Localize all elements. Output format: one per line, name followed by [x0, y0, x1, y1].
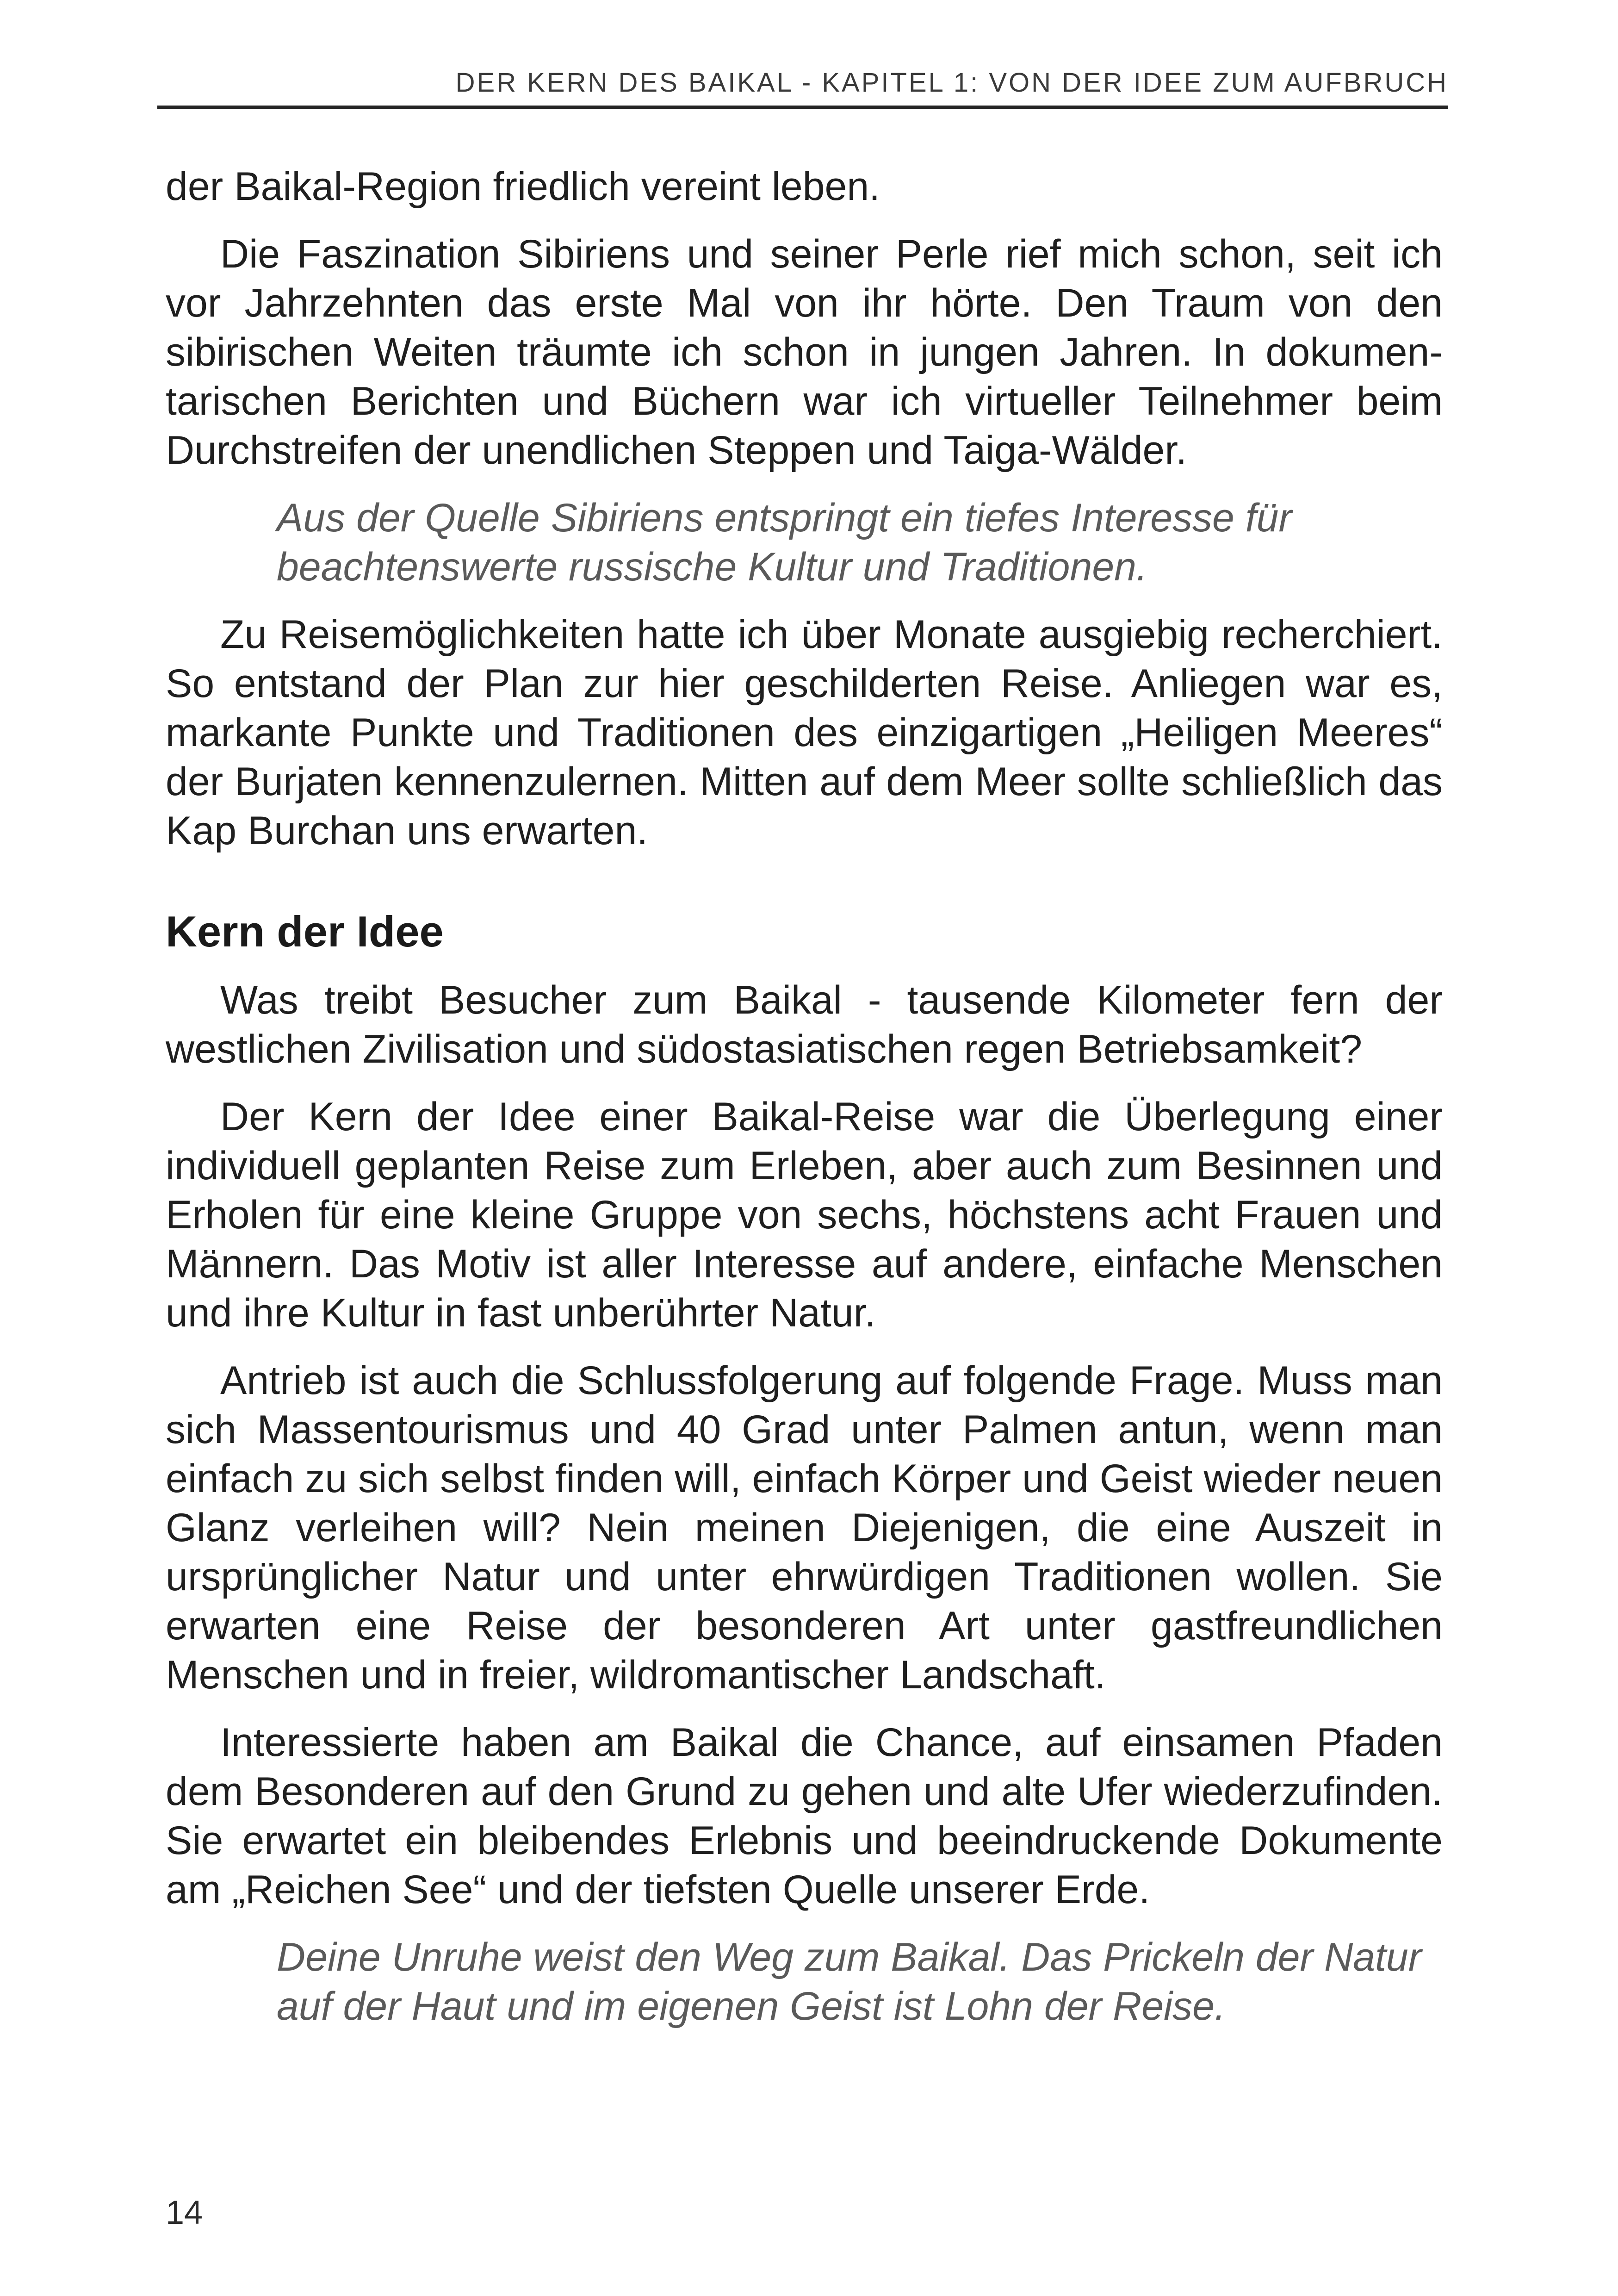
body-text	[166, 162, 1443, 2049]
running-header: DER KERN DES BAIKAL - KAPITEL 1: VON DER IDEE ZUM AUFBRUCH	[455, 68, 1448, 98]
paragraph: Die Faszination Sibiriens und seiner Perle rief mich schon, seit ich vor Jahrzehnten das erste Mal von ihr hörte. Den Traum von den sibirischen Weiten träumte ich schon in jungen Jahren. In dokumentarischen Berichten und Büchern war ich virtueller Teilnehmer beim Durchstreifen der unendlichen Steppen und Taiga-Wälder.	[166, 232, 1443, 473]
paragraph: Zu Reisemöglichkeiten hatte ich über Monate ausgiebig recherchiert. So entstand der Plan zur hier geschilderten Reise. Anliegen war es, markante Punkte und Traditionen des einzigartigen „Heiligen Meeres“ der Burjaten kennenzulernen. Mitten auf dem Meer sollte schließlich das Kap Burchan uns erwarten.	[166, 612, 1443, 853]
italic-quote: Aus der Quelle Sibiriens entspringt ein tiefes Interesse für beachtenswerte russische Kultur und Traditionen.	[277, 496, 1292, 589]
paragraph: Was treibt Besucher zum Baikal - tausende Kilometer fern der westlichen Zivilisation und südostasiatischen regen Betriebsamkeit?	[166, 978, 1443, 1071]
section-heading: Kern der Idee	[166, 907, 444, 956]
italic-quote: Deine Unruhe weist den Weg zum Baikal. Das Prickeln der Natur auf der Haut und im eigenen Geist ist Lohn der Reise.	[277, 1935, 1422, 2028]
header-rule	[157, 106, 1448, 109]
paragraph: Der Kern der Idee einer Baikal-Reise war die Überlegung einer individuell geplanten Reise zum Erleben, aber auch zum Besinnen und Erholen für eine kleine Gruppe von sechs, höchstens acht Frauen und Männern. Das Motiv ist aller Interesse auf andere, einfache Menschen und ihre Kultur in fast unberührter Natur.	[166, 1095, 1443, 1335]
page-number: 14	[166, 2194, 203, 2231]
paragraph-continued: der Baikal-Region friedlich vereint leben.	[166, 164, 880, 209]
paragraph: Antrieb ist auch die Schlussfolgerung auf folgende Frage. Muss man sich Massentourismus und 40 Grad unter Palmen antun, wenn man einfach zu sich selbst finden will, einfach Körper und Geist wieder neuen Glanz verleihen will? Nein meinen Diejenigen, die eine Auszeit in ursprünglicher Natur und unter ehrwürdigen Traditionen wollen. Sie erwarten eine Reise der besonderen Art unter gastfreundlichen Menschen und in freier, wildromantischer Landschaft.	[166, 1358, 1443, 1697]
paragraph: Interessierte haben am Baikal die Chance, auf einsamen Pfaden dem Besonderen auf den Grund zu gehen und alte Ufer wiederzufinden. Sie erwartet ein bleibendes Erlebnis und beeindruckende Dokumente am „Reichen See“ und der tiefsten Quelle unserer Erde.	[166, 1720, 1443, 1912]
